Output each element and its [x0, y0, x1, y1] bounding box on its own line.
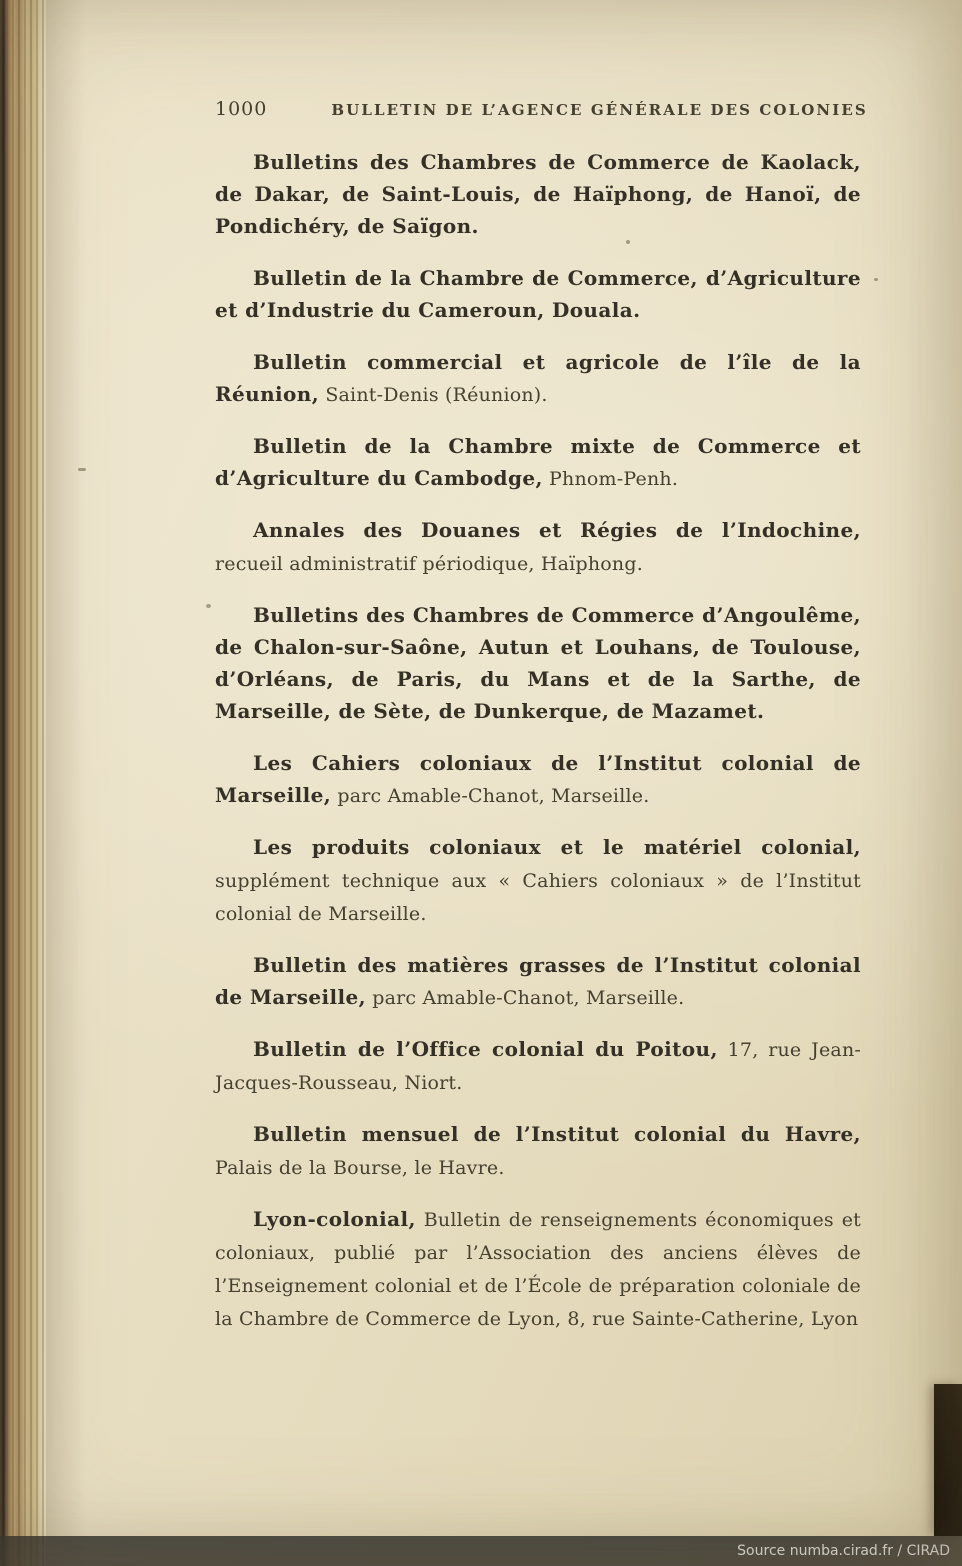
entry-title: Bulletins des Chambres de Commerce de Kaolack, de Dakar, de Saint-Louis, de Haïphong, de Hanoï, de Pondichéry, de Saïgon.	[215, 150, 861, 238]
scan-speck	[206, 604, 211, 608]
journal-title: BULLETIN DE L’AGENCE GÉNÉRALE DES COLONIES	[331, 101, 868, 119]
entry-paragraph	[215, 430, 861, 495]
entry-title: Lyon-colonial,	[253, 1207, 416, 1231]
entry-paragraph	[215, 949, 861, 1014]
entry-detail: recueil administratif périodique, Haïphong.	[215, 553, 643, 575]
entry-title: Annales des Douanes et Régies de l’Indochine,	[253, 518, 861, 542]
entry-paragraph	[215, 146, 861, 243]
entry-detail: parc Amable-Chanot, Marseille.	[365, 987, 685, 1009]
entry-paragraph	[215, 747, 861, 812]
entry-title: Bulletins des Chambres de Commerce d’Angoulême, de Chalon-sur-Saône, Autun et Louhans, de Toulouse, d’Orléans, de Paris, du Mans et de la Sarthe, de Marseille, de Sète, de Dunkerque, de Mazamet.	[215, 603, 861, 723]
entry-title: Bulletin de la Chambre de Commerce, d’Agriculture et d’Industrie du Cameroun, Douala.	[215, 266, 861, 322]
source-attribution-text: Source numba.cirad.fr / CIRAD	[737, 1543, 950, 1559]
entry-paragraph	[215, 1033, 861, 1099]
entry-paragraph	[215, 262, 861, 327]
entry-paragraph	[215, 346, 861, 411]
source-attribution-bar	[0, 1536, 962, 1566]
scan-speck	[874, 278, 878, 281]
scan-dark-corner	[934, 1384, 962, 1536]
book-binding-edge	[0, 0, 46, 1566]
entry-title: Les produits coloniaux et le matériel colonial,	[253, 835, 861, 859]
page-content	[215, 98, 868, 1354]
entry-detail: parc Amable-Chanot, Marseille.	[331, 785, 650, 807]
entry-title: Bulletin de la Chambre mixte de Commerce et d’Agriculture du Cambodge,	[215, 434, 861, 490]
entry-title: Bulletin mensuel de l’Institut colonial du Havre,	[253, 1122, 861, 1146]
entry-title: Bulletin commercial et agricole de l’île de la Réunion,	[215, 350, 861, 406]
entry-title: Bulletin des matières grasses de l’Institut colonial de Marseille,	[215, 953, 861, 1009]
entry-paragraph	[215, 831, 861, 930]
page-number: 1000	[215, 98, 268, 120]
entry-paragraph	[215, 1118, 861, 1184]
entry-detail: Palais de la Bourse, le Havre.	[215, 1157, 505, 1179]
page-header	[215, 98, 868, 120]
entry-detail: Bulletin de renseignements économiques et coloniaux, publié par l’Association des anciens élèves de l’Enseignement colonial et de l’École de préparation coloniale de la Chambre de Commerce de Lyon, 8, rue Sainte-Catherine, Lyon	[215, 1209, 861, 1330]
entry-paragraph	[215, 514, 861, 580]
entry-title: Bulletin de l’Office colonial du Poitou,	[253, 1037, 718, 1061]
entry-detail: supplément technique aux « Cahiers coloniaux » de l’Institut colonial de Marseille.	[215, 870, 861, 925]
entry-paragraph	[215, 599, 861, 728]
entry-paragraph	[215, 1203, 861, 1335]
book-edge-shadow	[46, 0, 86, 1566]
entry-title: Les Cahiers coloniaux de l’Institut colonial de Marseille,	[215, 751, 861, 807]
entry-detail: Saint-Denis (Réunion).	[319, 384, 548, 406]
scan-speck	[78, 468, 86, 471]
scan-speck	[626, 240, 630, 244]
entry-detail: Phnom-Penh.	[542, 468, 679, 490]
entry-detail: 17, rue Jean-Jacques-Rousseau, Niort.	[215, 1039, 861, 1094]
